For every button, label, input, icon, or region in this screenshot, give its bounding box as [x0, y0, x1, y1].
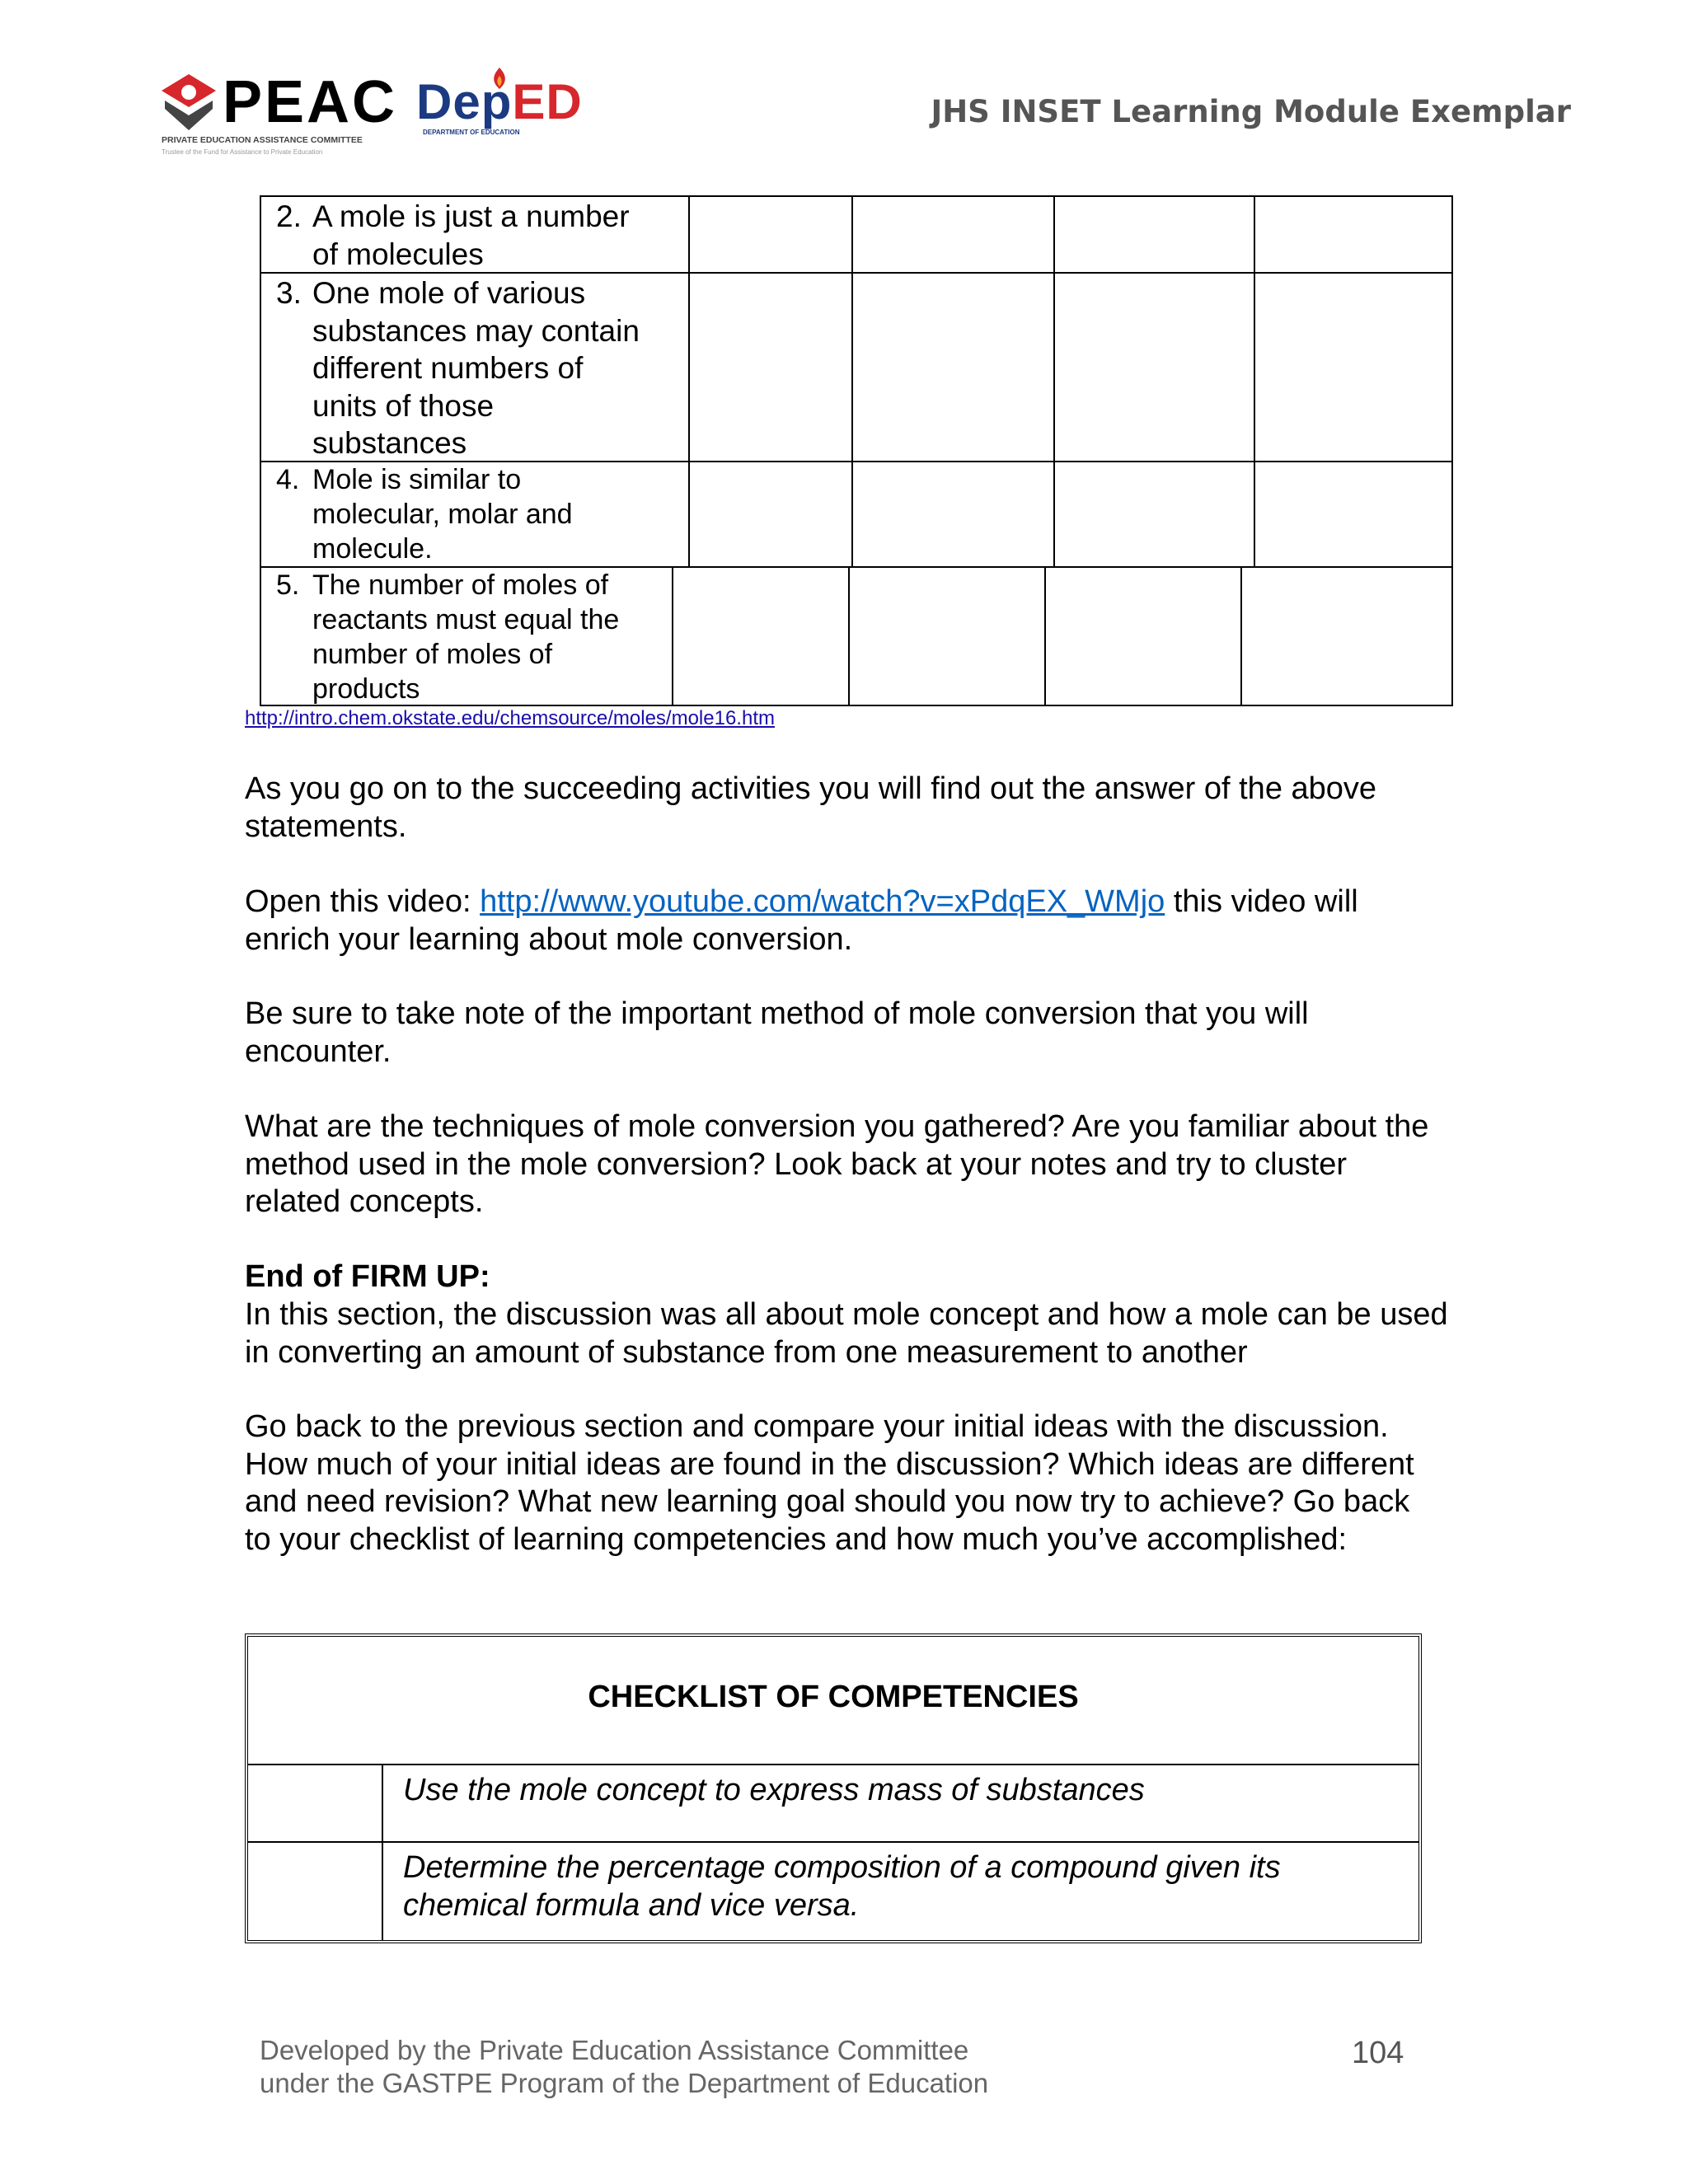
section-heading: End of FIRM UP: [245, 1259, 490, 1294]
module-title: JHS INSET Learning Module Exemplar [931, 94, 1571, 129]
footer-line-1: Developed by the Private Education Assistance Committee [260, 2035, 969, 2065]
paragraph-techniques: What are the techniques of mole conversion you gathered? Are you familiar about the method used in the mole conversion? Look back at your notes and try to cluster related concepts. [245, 1109, 1429, 1219]
table-row: 5. The number of moles of reactants must equal the number of moles of products [276, 569, 620, 705]
checklist-table [245, 1633, 1422, 1943]
table-row: 2. A mole is just a number of molecules [276, 199, 630, 271]
peac-emblem-icon [160, 73, 218, 132]
table-row: 3. One mole of various substances may contain different numbers of units of those substances [276, 276, 640, 460]
checklist-title: CHECKLIST OF COMPETENCIES [588, 1680, 1079, 1714]
paragraph-reflection: Go back to the previous section and compare your initial ideas with the discussion. How much of your initial ideas are found in the discussion? Which ideas are different and need revision? What new learning goal should you now try to achieve? Go back to your checklist of learning competencies and how much you’ve accomplished: [245, 1409, 1414, 1557]
deped-subtitle: DEPARTMENT OF EDUCATION [423, 129, 520, 136]
source-link[interactable]: http://intro.chem.okstate.edu/chemsource/moles/mole16.htm [245, 707, 775, 729]
footer-line-2: under the GASTPE Program of the Department of Education [260, 2068, 989, 2098]
table-row: 4. Mole is similar to molecular, molar and molecule. [276, 464, 573, 565]
deped-name-part1: Dep [416, 74, 513, 129]
deped-name [416, 74, 583, 129]
peac-subtitle: PRIVATE EDUCATION ASSISTANCE COMMITTEE [162, 135, 363, 145]
page-number: 104 [1352, 2036, 1404, 2070]
competency-item: Use the mole concept to express mass of substances [403, 1773, 1145, 1807]
deped-logo [416, 66, 583, 148]
paragraph-intro: As you go on to the succeeding activities you will find out the answer of the above statements. [245, 771, 1377, 844]
paragraph-video: Open this video: http://www.youtube.com/watch?v=xPdqEX_WMjo this video will enrich your learning about mole conversion. [245, 884, 1358, 957]
paragraph-summary: In this section, the discussion was all about mole concept and how a mole can be used in converting an amount of substance from one measurement to another [245, 1297, 1448, 1370]
peac-logo [158, 71, 397, 162]
deped-name-part2: ED [512, 74, 583, 129]
video-link[interactable]: http://www.youtube.com/watch?v=xPdqEX_WMjo [480, 884, 1165, 919]
paragraph-note: Be sure to take note of the important method of mole conversion that you will encounter. [245, 996, 1309, 1069]
competency-item: Determine the percentage composition of a compound given its chemical formula and vice versa. [403, 1850, 1281, 1923]
statements-table [260, 195, 1453, 706]
footer [260, 2034, 988, 2100]
peac-name: PEAC [223, 69, 398, 135]
peac-tagline: Trustee of the Fund for Assistance to Private Education [162, 148, 323, 156]
